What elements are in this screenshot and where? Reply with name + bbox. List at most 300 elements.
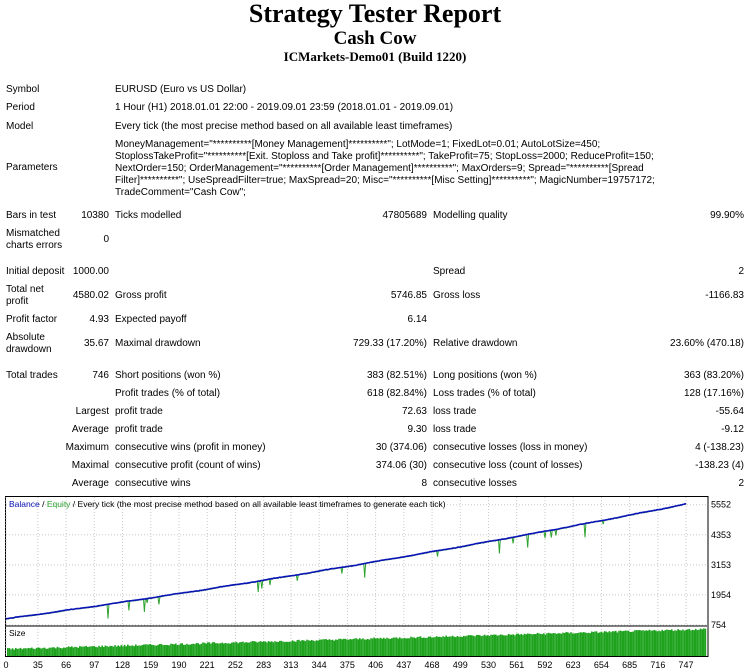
size-bar [402,638,404,656]
size-bar [245,642,247,656]
size-bar [84,646,86,656]
size-bar [618,631,620,656]
size-bar [90,646,92,656]
profit-trades-value: 618 (82.84%) [366,388,427,399]
size-bar [423,637,425,656]
size-bar [157,645,159,656]
size-bar [426,638,428,656]
size-bar [105,646,107,656]
max-consecutive-wins-label: consecutive wins (profit in money) [115,442,266,453]
x-tick-label: 468 [424,660,440,670]
size-bar [468,635,470,656]
size-bar [548,633,550,656]
maximal-consecutive-profit-label: consecutive profit (count of wins) [115,460,261,471]
legend-balance: Balance [9,499,40,509]
size-bar [210,644,212,656]
size-bar [607,632,609,656]
net-profit-label: Total net profit [6,284,44,307]
quality-value: 99.90% [710,210,744,221]
x-tick-label: 97 [89,660,100,670]
size-bar [265,641,267,656]
expected-payoff-label: Expected payoff [115,314,187,325]
size-bar [567,632,569,656]
size-bar [609,631,611,656]
report-server: ICMarkets-Demo01 (Build 1220) [283,49,467,64]
size-bar [517,634,519,656]
size-bar [146,644,148,656]
size-bar [60,648,62,656]
spread-label: Spread [433,266,466,277]
size-bar [436,636,438,656]
size-bar [332,640,334,656]
size-bar [287,642,289,656]
size-bar [49,648,51,656]
size-bar [410,637,412,656]
size-bar [601,632,603,656]
maximal-consecutive-loss-label: consecutive loss (count of losses) [433,460,583,471]
size-bar [413,637,415,656]
largest-loss-value: -55.64 [715,406,744,417]
gross-loss-value: -1166.83 [705,290,744,301]
size-bar [309,641,311,656]
size-bar [399,637,401,656]
size-bar [477,635,479,656]
size-bar [636,630,638,656]
size-bar [260,641,262,656]
size-bar [28,648,30,656]
size-bar [578,633,580,656]
size-bar [57,647,59,656]
size-bar [333,641,335,656]
average-profit-value: 9.30 [407,424,427,435]
size-bar [324,639,326,656]
size-bar [252,641,254,656]
size-bar [698,630,700,656]
size-bar [124,645,126,656]
size-bar [52,647,54,656]
size-bar [511,635,513,656]
size-bar [463,636,465,656]
size-bar [122,646,124,656]
size-bar [628,631,630,656]
size-bar [236,642,238,656]
size-bar [501,635,503,656]
size-bar [546,633,548,656]
size-bar [34,649,36,656]
size-bar [113,647,115,656]
size-bar [117,645,119,656]
size-bar [231,643,233,656]
size-bar [180,643,182,656]
maximal-consecutive-profit-value: 374.06 (30) [375,460,427,471]
y-tick-label: 4353 [711,529,732,540]
size-bar [228,643,230,656]
size-bar [61,648,63,656]
x-tick-label: 283 [256,660,272,670]
size-bar [108,647,110,656]
size-bar [577,633,579,656]
x-tick-label: 499 [452,660,468,670]
profit-factor-value: 4.93 [89,314,109,325]
size-bar [97,647,99,656]
spread-value: 2 [738,266,744,277]
size-bar [47,649,49,656]
size-bar [676,631,678,656]
size-bar [186,644,188,656]
model-value: Every tick (the most precise method based on all available least timeframes) [115,121,453,132]
size-bar [348,640,350,656]
size-bar [633,631,635,656]
size-bar [249,643,251,656]
size-bar [652,631,654,656]
size-bar [372,639,374,656]
largest-profit-value: 72.63 [401,406,427,417]
size-bar [564,633,566,656]
size-bar [317,641,319,656]
size-bar [461,637,463,656]
size-bar [194,644,196,656]
size-bar [15,648,17,656]
size-bar [623,631,625,656]
size-bar [460,637,462,656]
size-bar [540,634,542,656]
ticks-value: 47805689 [382,210,427,221]
size-bar [489,636,491,656]
size-bar [335,639,337,656]
size-bar [284,642,286,656]
size-bar [58,648,60,656]
size-bar [381,639,383,656]
size-bar [209,642,211,656]
size-bar [538,633,540,656]
size-bar [63,648,65,656]
size-bar [237,643,239,656]
size-bar [361,639,363,656]
size-bar [642,630,644,656]
size-bar [441,637,443,656]
x-tick-label: 592 [537,660,553,670]
size-bar [386,638,388,656]
size-bar [505,635,507,656]
size-bar [298,640,300,656]
size-bar [289,642,291,656]
size-bar [137,646,139,656]
size-bar [188,645,190,656]
size-bar [588,633,590,656]
size-bar [247,643,249,656]
x-tick-label: 747 [678,660,694,670]
size-bar [450,636,452,656]
size-bar [653,630,655,656]
size-bar [445,636,447,656]
size-bar [602,633,604,656]
size-bar [271,641,273,656]
size-bar [65,648,67,656]
size-bar [705,629,707,656]
size-bar [679,630,681,656]
size-bar [21,649,23,656]
mismatched-value: 0 [103,234,109,245]
size-bar [204,643,206,656]
size-bar [434,637,436,656]
size-bar [76,647,78,656]
size-bar [234,642,236,656]
size-bar [109,646,111,656]
size-bar [279,641,281,656]
model-label: Model [6,121,34,132]
size-bar [217,643,219,656]
size-bar [377,638,379,656]
y-tick-label: 1954 [711,589,732,600]
size-bar [239,642,241,656]
average-label: Average [71,424,109,435]
size-bar [199,644,201,656]
size-bar [301,640,303,656]
size-bar [695,629,697,656]
avg-consecutive-losses-label: consecutive losses [433,478,517,489]
quality-label: Modelling quality [433,210,508,221]
max-consecutive-losses-value: 4 (-138.23) [695,442,744,453]
size-bar [492,635,494,656]
x-tick-label: 344 [311,660,327,670]
size-bar [697,630,699,656]
size-bar [637,630,639,656]
size-bar [215,643,217,656]
avg-consecutive-losses-value: 2 [738,478,744,489]
size-bar [106,646,108,656]
x-tick-label: 66 [61,660,72,670]
size-bar [308,640,310,656]
size-bar [457,636,459,656]
x-tick-label: 313 [283,660,299,670]
size-bar [647,631,649,656]
size-bar [604,631,606,656]
size-bar [132,645,134,656]
size-bar [36,648,38,656]
size-bar [95,647,97,656]
size-bar [42,648,44,656]
size-bar [485,636,487,656]
report-subtitle: Cash Cow [333,28,417,49]
size-bar [649,630,651,656]
size-bar [562,633,564,656]
size-bar [130,646,132,656]
balance-chart [5,496,745,671]
avg-consecutive-wins-label: consecutive wins [115,478,191,489]
chart-legend: Balance / Equity / Every tick (the most precise method based on all available least timeframes to generate each tick) [9,499,446,509]
size-bar [33,649,35,656]
size-bar [13,650,15,656]
size-bar [420,636,422,656]
size-bar [572,633,574,656]
x-tick-label: 128 [115,660,131,670]
total-trades-label: Total trades [6,370,58,381]
size-bar [497,636,499,656]
size-bar [327,640,329,656]
size-bar [666,629,668,656]
expected-payoff-value: 6.14 [407,314,427,325]
size-bar [615,631,617,656]
profit-trades-label: Profit trades (% of total) [115,388,221,399]
average-loss-label: loss trade [433,424,477,435]
size-bar [645,630,647,656]
size-bar [306,640,308,656]
size-bar [412,637,414,656]
size-bar [668,630,670,656]
size-bar [644,631,646,656]
size-bar [153,645,155,656]
maximal-drawdown-label: Maximal drawdown [115,338,201,349]
size-bar [116,647,118,656]
size-bar [343,639,345,656]
size-bar [148,645,150,656]
maximal-drawdown-value: 729.33 (17.20%) [353,338,427,349]
size-bar [599,632,601,656]
size-bar [197,643,199,656]
size-bar [553,633,555,656]
size-bar [428,637,430,656]
y-tick-label: 754 [711,620,727,630]
size-bar [125,646,127,656]
size-bar [669,630,671,656]
short-positions-value: 383 (82.51%) [366,370,427,381]
size-bar [297,640,299,656]
maximal-consecutive-loss-value: -138.23 (4) [695,460,744,471]
x-tick-label: 221 [199,660,215,670]
deposit-value: 1000.00 [72,266,109,277]
size-bar [479,635,481,656]
size-bar [103,647,105,656]
size-bar [570,632,572,656]
size-bar [37,648,39,656]
size-bar [682,630,684,656]
avg-label: Average [71,478,109,489]
size-bar [185,645,187,656]
period-value: 1 Hour (H1) 2018.01.01 22:00 - 2019.09.01 23:59 (2018.01.01 - 2019.09.01) [115,102,454,113]
size-bar [229,644,231,656]
size-bar [367,639,369,656]
size-bar [533,634,535,656]
size-bar [421,638,423,656]
size-bar [474,636,476,656]
size-bar [404,638,406,656]
size-bar [353,639,355,656]
size-bar [244,643,246,656]
x-tick-label: 685 [622,660,638,670]
size-bar [596,631,598,656]
x-tick-label: 190 [171,660,187,670]
size-bar [82,647,84,656]
short-positions-label: Short positions (won %) [115,370,221,381]
size-bar [650,631,652,656]
size-bar [591,632,593,656]
size-bar [365,640,367,656]
size-bar [250,642,252,656]
size-bar [482,636,484,656]
relative-drawdown-value: 23.60% (470.18) [670,338,744,349]
size-bar [500,634,502,656]
size-bar [529,634,531,656]
size-bar [322,639,324,656]
size-bar [193,644,195,656]
size-bar [537,633,539,656]
size-bar [525,634,527,656]
size-bar [535,634,537,656]
size-bar [44,648,46,656]
size-bar [100,647,102,656]
loss-trades-label: Loss trades (% of total) [433,388,536,399]
size-bar [514,635,516,656]
average-profit-label: profit trade [115,424,163,435]
size-bar [196,643,198,656]
size-bar [487,635,489,656]
size-bar [677,629,679,656]
total-trades-value: 746 [92,370,109,381]
size-bar [79,646,81,656]
size-bar [409,638,411,656]
size-bar [191,644,193,656]
size-bar [316,640,318,656]
size-bar [345,639,347,656]
size-bar [524,634,526,656]
absolute-drawdown-value: 35.67 [83,338,109,349]
size-bar [221,643,223,656]
size-bar [401,638,403,656]
size-bar [213,642,215,656]
size-bar [665,630,667,656]
max-consecutive-losses-label: consecutive losses (loss in money) [433,442,588,453]
size-bar [433,637,435,656]
size-bar [689,629,691,656]
gross-profit-value: 5746.85 [390,290,427,301]
size-bar [93,646,95,656]
size-bar [418,637,420,656]
size-bar [154,645,156,656]
size-bar [639,630,641,656]
size-bar [581,633,583,656]
size-bar [337,640,339,656]
x-tick-label: 0 [3,660,9,670]
size-bar [17,649,19,656]
size-bar [380,638,382,656]
size-bar [359,638,361,656]
size-bar [314,641,316,656]
size-bar [233,642,235,656]
size-bar [85,646,87,656]
x-tick-label: 35 [32,660,43,670]
size-bar [551,633,553,656]
size-bar [138,645,140,656]
size-bar [658,631,660,656]
size-bar [634,630,636,656]
size-bar [397,639,399,656]
legend-equity: Equity [46,499,71,509]
size-bar [693,630,695,656]
size-bar [631,632,633,656]
size-bar [444,637,446,656]
x-tick-label: 375 [339,660,355,670]
size-bar [25,648,27,656]
x-tick-label: 623 [565,660,581,670]
size-bar [263,641,265,656]
deposit-label: Initial deposit [6,266,65,277]
size-bar [589,633,591,656]
size-bar [469,635,471,656]
x-tick-label: 654 [593,660,609,670]
size-bar [356,638,358,656]
net-profit-value: 4580.02 [72,290,109,301]
size-bar [396,637,398,656]
